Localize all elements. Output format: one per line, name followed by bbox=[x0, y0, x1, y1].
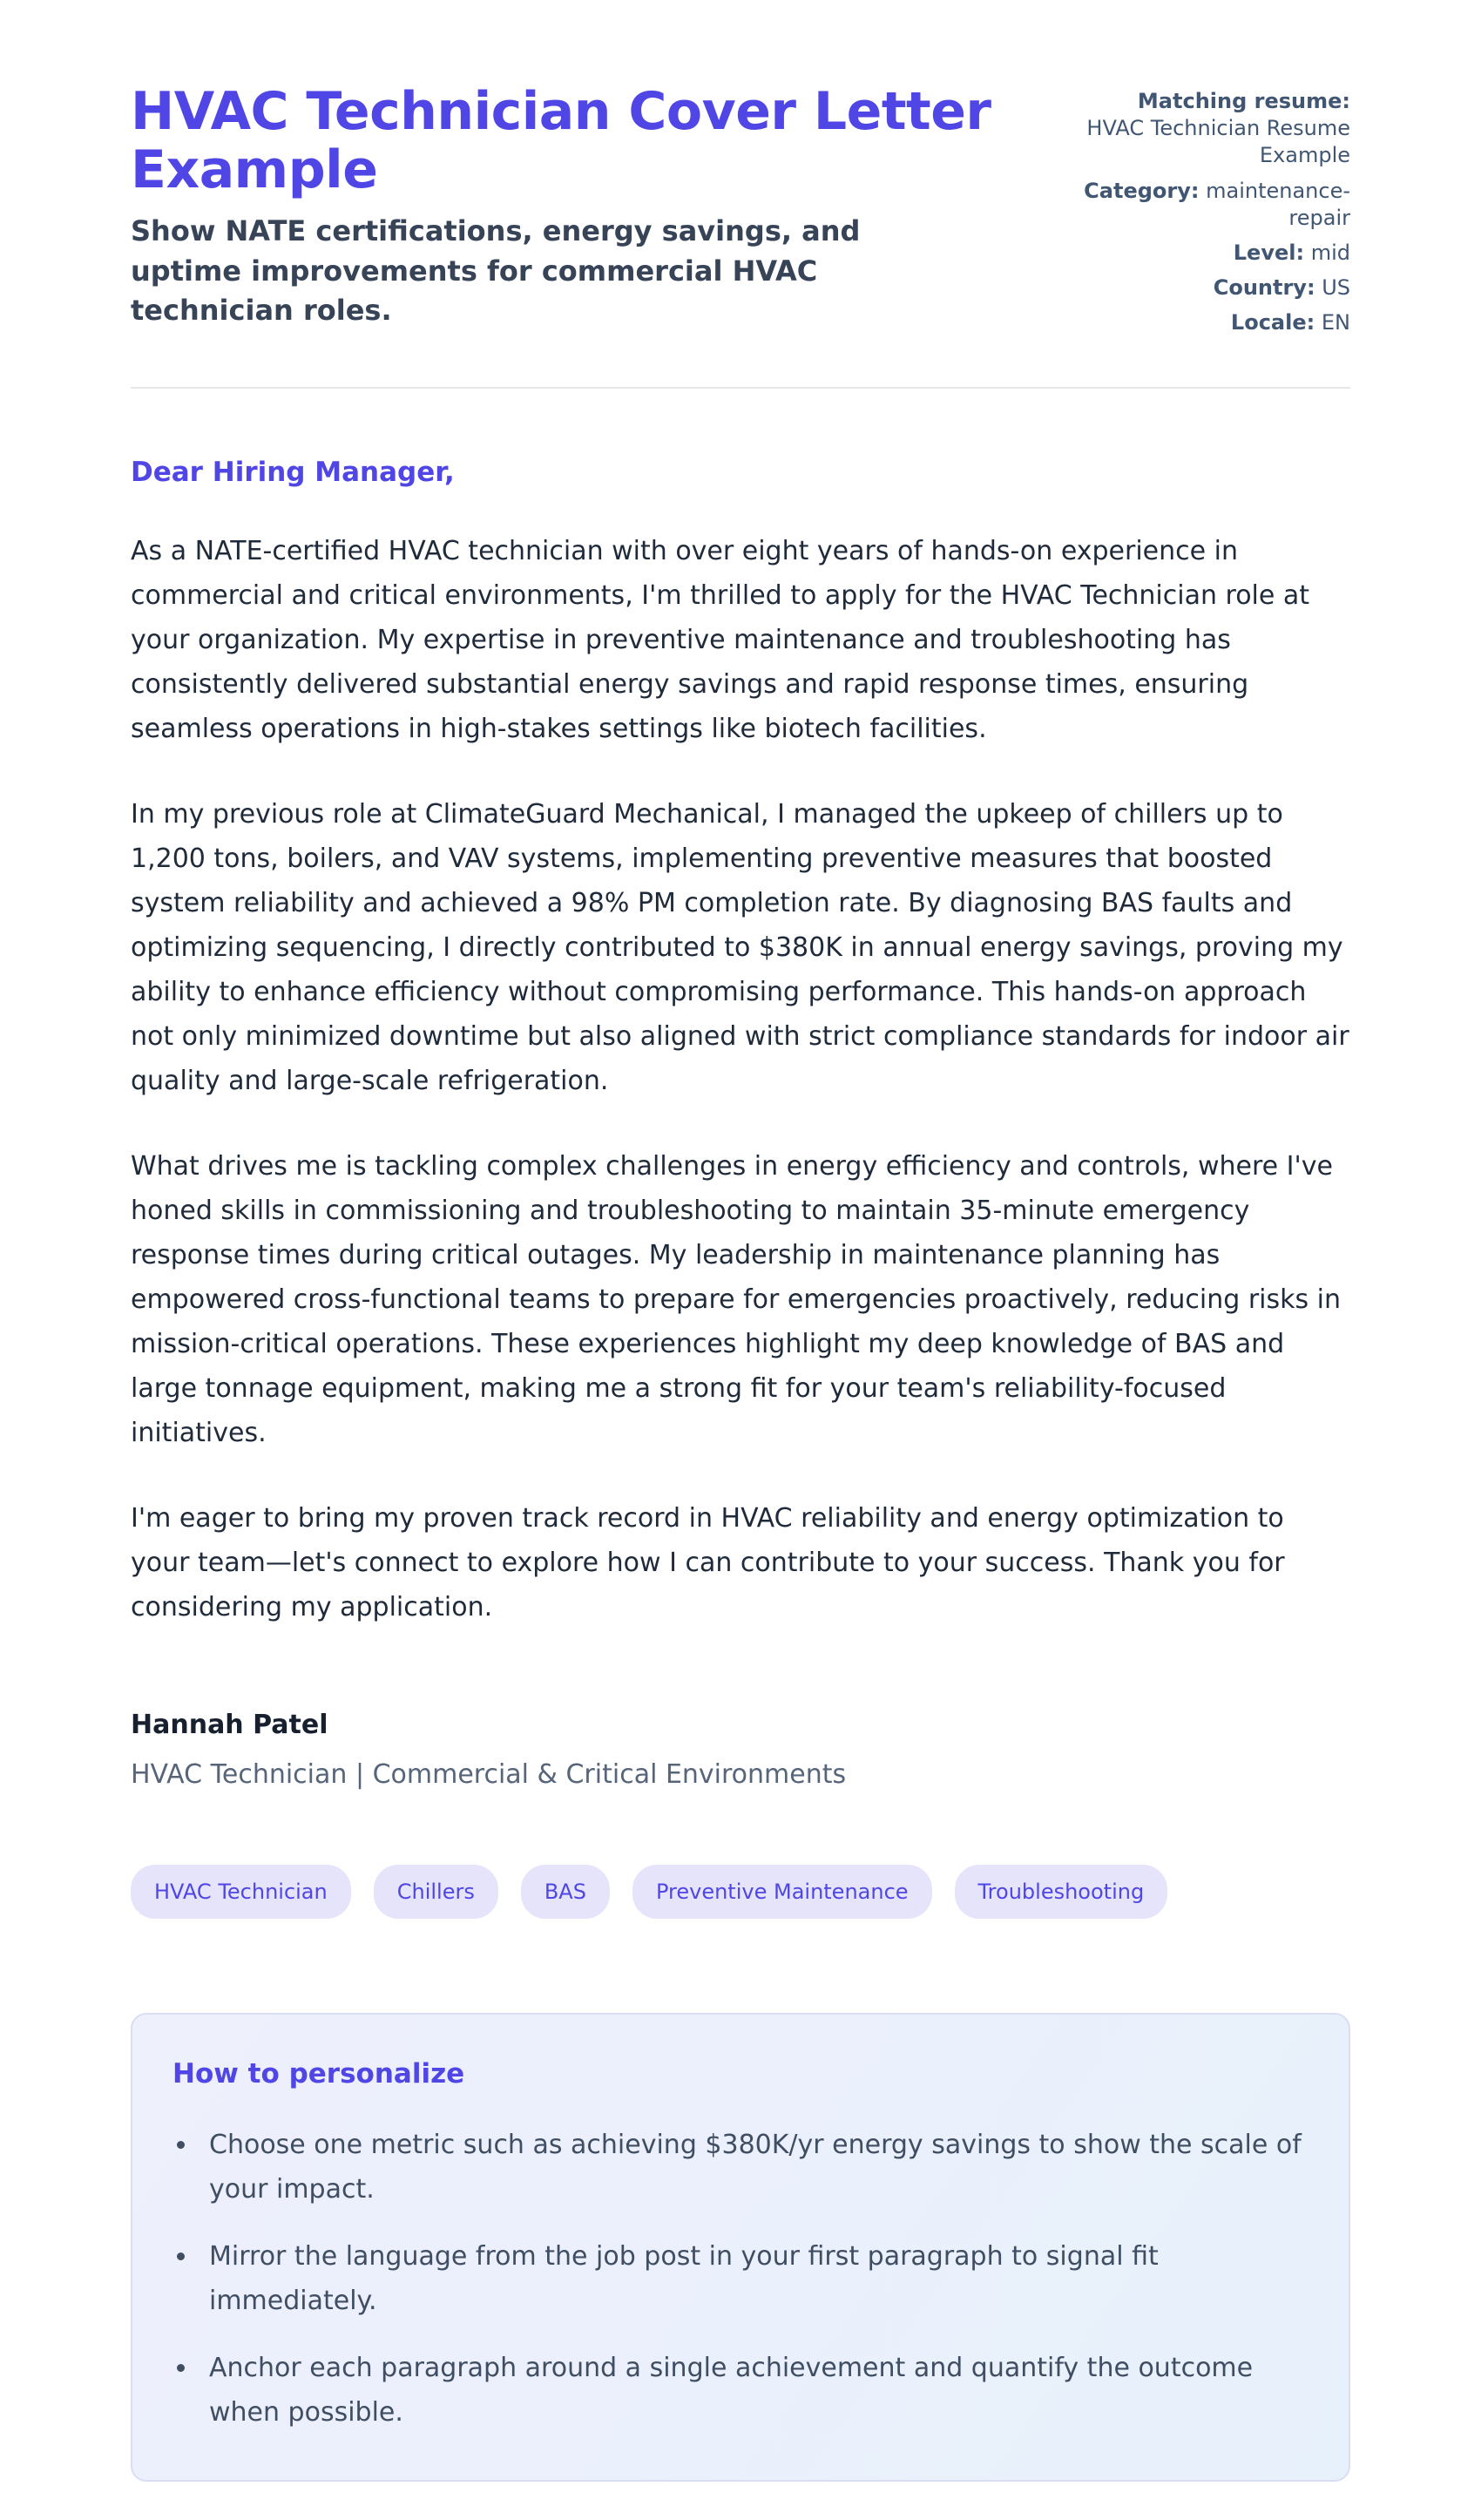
meta-matching-resume bbox=[1063, 88, 1350, 170]
header-text-block bbox=[131, 83, 1019, 331]
personalize-title: How to personalize bbox=[172, 2057, 465, 2090]
letter-paragraph: As a NATE-certified HVAC technician with over eight years of hands-on experience in commercial and critical environments, I'm thrilled to apply for the HVAC Technician role at your organization. My expertise in preventive maintenance and troubleshooting has consistently delivered substantial energy savings and rapid response times, ensuring seamless operations in high-stakes settings like biotech facilities. bbox=[131, 535, 1310, 744]
signature-name: Hannah Patel bbox=[131, 1709, 328, 1740]
meta-locale-value: EN bbox=[1321, 310, 1350, 335]
tag-hvac-technician[interactable]: HVAC Technician bbox=[131, 1865, 351, 1919]
meta-category-label: Category: bbox=[1084, 178, 1200, 203]
letter-paragraph: I'm eager to bring my proven track record in HVAC reliability and energy optimization to your team—let's connect to explore how I can contribute to your success. Thank you for considering my application. bbox=[131, 1502, 1285, 1622]
meta-country-label: Country: bbox=[1213, 275, 1315, 301]
meta-category bbox=[1063, 178, 1350, 232]
meta-locale-label: Locale: bbox=[1230, 310, 1315, 335]
personalize-tip: • Choose one metric such as achieving $380K/yr energy savings to show the scale of your impact. bbox=[199, 2123, 1305, 2212]
meta-category-value: maintenance-repair bbox=[1206, 178, 1350, 230]
personalize-tip: • Mirror the language from the job post in your first paragraph to signal fit immediately. bbox=[199, 2234, 1305, 2323]
page-header bbox=[131, 83, 1350, 345]
personalize-box bbox=[131, 2013, 1350, 2482]
header-divider bbox=[131, 387, 1350, 389]
meta-level-value: mid bbox=[1310, 240, 1350, 265]
personalize-tip-list bbox=[172, 2123, 1309, 2435]
meta-country-value: US bbox=[1322, 275, 1350, 301]
meta-locale bbox=[1063, 309, 1350, 336]
signature-role: HVAC Technician | Commercial & Critical Environments bbox=[131, 1758, 847, 1790]
page-subtitle: Show NATE certifications, energy savings, and uptime improvements for commercial HVAC technician roles. bbox=[131, 214, 861, 328]
meta-matching-resume-label: Matching resume: bbox=[1137, 89, 1350, 113]
letter-body bbox=[131, 457, 1350, 1790]
tag-preventive-maintenance[interactable]: Preventive Maintenance bbox=[632, 1865, 932, 1919]
tag-bas[interactable]: BAS bbox=[521, 1865, 610, 1919]
meta-matching-resume-value: HVAC Technician Resume Example bbox=[1086, 116, 1350, 168]
tag-troubleshooting[interactable]: Troubleshooting bbox=[955, 1865, 1168, 1919]
letter-paragraph: In my previous role at ClimateGuard Mechanical, I managed the upkeep of chillers up to 1,200 tons, boilers, and VAV systems, implementing preventive measures that boosted system reliability and achieved a 98% PM completion rate. By diagnosing BAS faults and optimizing sequencing, I directly contributed to $380K in annual energy savings, proving my ability to enhance efficiency without compromising performance. This hands-on approach not only minimized downtime but also aligned with strict compliance standards for indoor air quality and large-scale refrigeration. bbox=[131, 798, 1349, 1096]
meta-level-label: Level: bbox=[1233, 240, 1305, 265]
tag-chillers[interactable]: Chillers bbox=[374, 1865, 498, 1919]
tag-list bbox=[131, 1865, 1350, 1919]
page-title: HVAC Technician Cover Letter Example bbox=[131, 81, 991, 201]
meta-country bbox=[1063, 274, 1350, 301]
personalize-tip: • Anchor each paragraph around a single achievement and quantify the outcome when possible. bbox=[199, 2346, 1305, 2435]
resume-meta-panel bbox=[1063, 83, 1350, 345]
meta-level bbox=[1063, 240, 1350, 267]
letter-paragraph: What drives me is tackling complex challenges in energy efficiency and controls, where I've honed skills in commissioning and troubleshooting to maintain 35-minute emergency response times during critical outages. My leadership in maintenance planning has empowered cross-functional teams to prepare for emergencies proactively, reducing risks in mission-critical operations. These experiences highlight my deep knowledge of BAS and large tonnage equipment, making me a strong fit for your team's reliability-focused initiatives. bbox=[131, 1150, 1342, 1448]
letter-greeting: Dear Hiring Manager, bbox=[131, 456, 455, 488]
